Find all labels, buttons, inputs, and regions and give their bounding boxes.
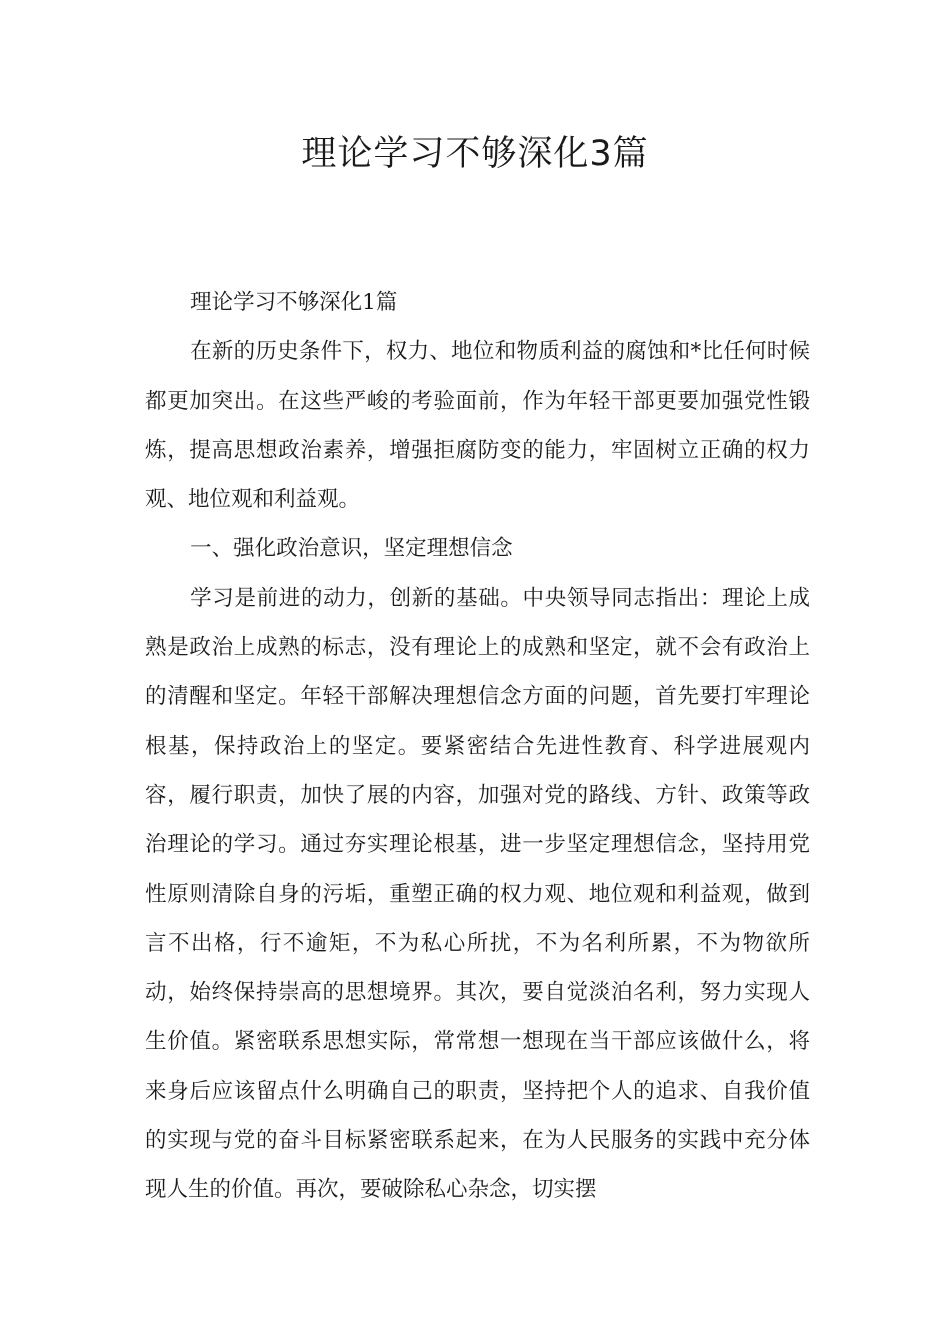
- section-heading: 理论学习不够深化1篇: [190, 290, 398, 315]
- section-heading: 一、强化政治意识，坚定理想信念: [190, 536, 513, 562]
- paragraph: 在新的历史条件下，权力、地位和物质利益的腐蚀和*比任何时候都更加突出。在这些严峻的考验面前，作为年轻干部更要加强党性锻炼，提高思想政治素养，增强拒腐防变的能力，牢固树立正确的权力观、地位观和利益观。: [145, 339, 810, 513]
- paragraph: 学习是前进的动力，创新的基础。中央领导同志指出：理论上成熟是政治上成熟的标志，没有理论上的成熟和坚定，就不会有政治上的清醒和坚定。年轻干部解决理想信念方面的问题，首先要打牢理论根基，保持政治上的坚定。要紧密结合先进性教育、科学进展观内容，履行职责，加快了展的内容，加强对党的路线、方针、政策等政治理论的学习。通过夯实理论根基，进一步坚定理想信念，坚持用党性原则清除自身的污垢，重塑正确的权力观、地位观和利益观，做到言不出格，行不逾矩，不为私心所扰，不为名利所累，不为物欲所动，始终保持崇高的思想境界。其次，要自觉淡泊名利，努力实现人生价值。紧密联系思想实际，常常想一想现在当干部应该做什么，将来身后应该留点什么明确自己的职责，坚持把个人的追求、自我价值的实现与党的奋斗目标紧密联系起来，在为人民服务的实践中充分体现人生的价值。再次，要破除私心杂念，切实摆: [145, 585, 810, 1203]
- document-title: 理论学习不够深化3篇: [301, 134, 649, 174]
- document-body: [145, 278, 810, 1215]
